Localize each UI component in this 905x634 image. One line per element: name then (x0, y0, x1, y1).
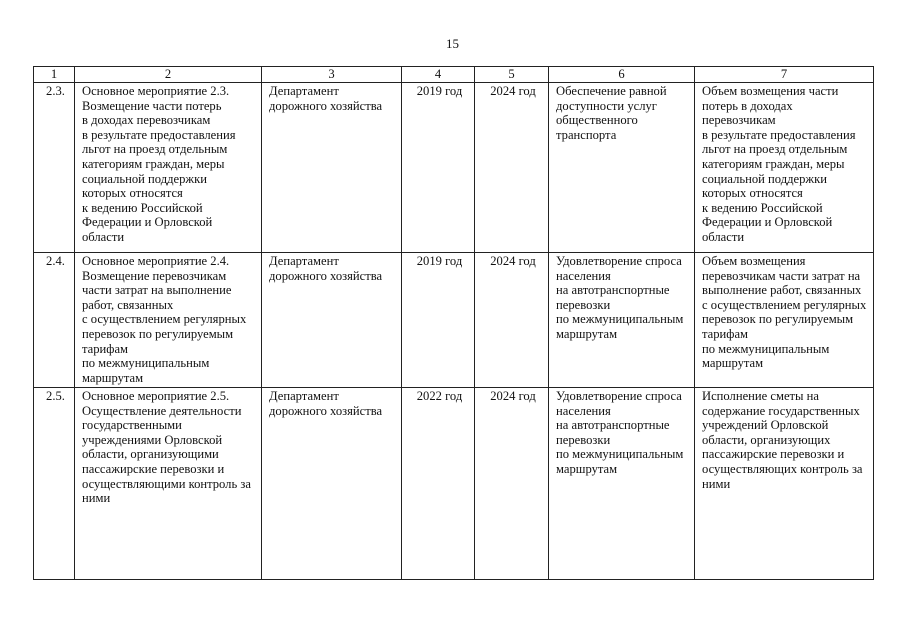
indicator-cell: Объем возмещения перевозчикам части затрат на выполнение работ, связанных с осуществлением регулярных перевозок по регулируемым тарифам по межмуниципальным маршрутам (695, 253, 874, 388)
activity-cell: Основное мероприятие 2.4. Возмещение перевозчикам части затрат на выполнение работ, связанных с осуществлением регулярных перевозок по регулируемым тарифам по межмуниципальным маршрутам (75, 253, 262, 388)
table-row (34, 388, 874, 580)
row-number: 2.4. (34, 253, 75, 388)
header-col-5: 5 (475, 67, 549, 83)
table-row (34, 253, 874, 388)
end-year-cell: 2024 год (475, 253, 549, 388)
executor-cell: Департамент дорожного хозяйства (262, 388, 402, 580)
page-number: 15 (446, 36, 459, 51)
end-year-cell: 2024 год (475, 388, 549, 580)
table-row (34, 83, 874, 253)
executor-cell: Департамент дорожного хозяйства (262, 83, 402, 253)
start-year-cell: 2019 год (402, 83, 475, 253)
end-year-cell: 2024 год (475, 83, 549, 253)
table-header-row (34, 67, 874, 83)
start-year-cell: 2022 год (402, 388, 475, 580)
indicator-cell: Исполнение сметы на содержание государственных учреждений Орловской области, организующих пассажирские перевозки и осуществляющих контроль за ними (695, 388, 874, 580)
header-col-2: 2 (75, 67, 262, 83)
row-number: 2.3. (34, 83, 75, 253)
result-cell: Обеспечение равной доступности услуг общественного транспорта (549, 83, 695, 253)
result-cell: Удовлетворение спроса населения на автотранспортные перевозки по межмуниципальным маршрутам (549, 253, 695, 388)
header-col-4: 4 (402, 67, 475, 83)
header-col-1: 1 (34, 67, 75, 83)
indicator-cell: Объем возмещения части потерь в доходах перевозчикам в результате предоставления льгот на проезд отдельным категориям граждан, меры социальной поддержки которых относятся к ведению Российской Федерации и Орловской области (695, 83, 874, 253)
row-number: 2.5. (34, 388, 75, 580)
executor-cell: Департамент дорожного хозяйства (262, 253, 402, 388)
activity-cell: Основное мероприятие 2.3. Возмещение части потерь в доходах перевозчикам в результате предоставления льгот на проезд отдельным категориям граждан, меры социальной поддержки которых относятся к ведению Российской Федерации и Орловской области (75, 83, 262, 253)
header-col-6: 6 (549, 67, 695, 83)
activity-cell: Основное мероприятие 2.5. Осуществление деятельности государственными учреждениями Орловской области, организующими пассажирские перевозки и осуществляющими контроль за ними (75, 388, 262, 580)
start-year-cell: 2019 год (402, 253, 475, 388)
header-col-3: 3 (262, 67, 402, 83)
header-col-7: 7 (695, 67, 874, 83)
result-cell: Удовлетворение спроса населения на автотранспортные перевозки по межмуниципальным маршрутам (549, 388, 695, 580)
program-table (33, 66, 874, 580)
